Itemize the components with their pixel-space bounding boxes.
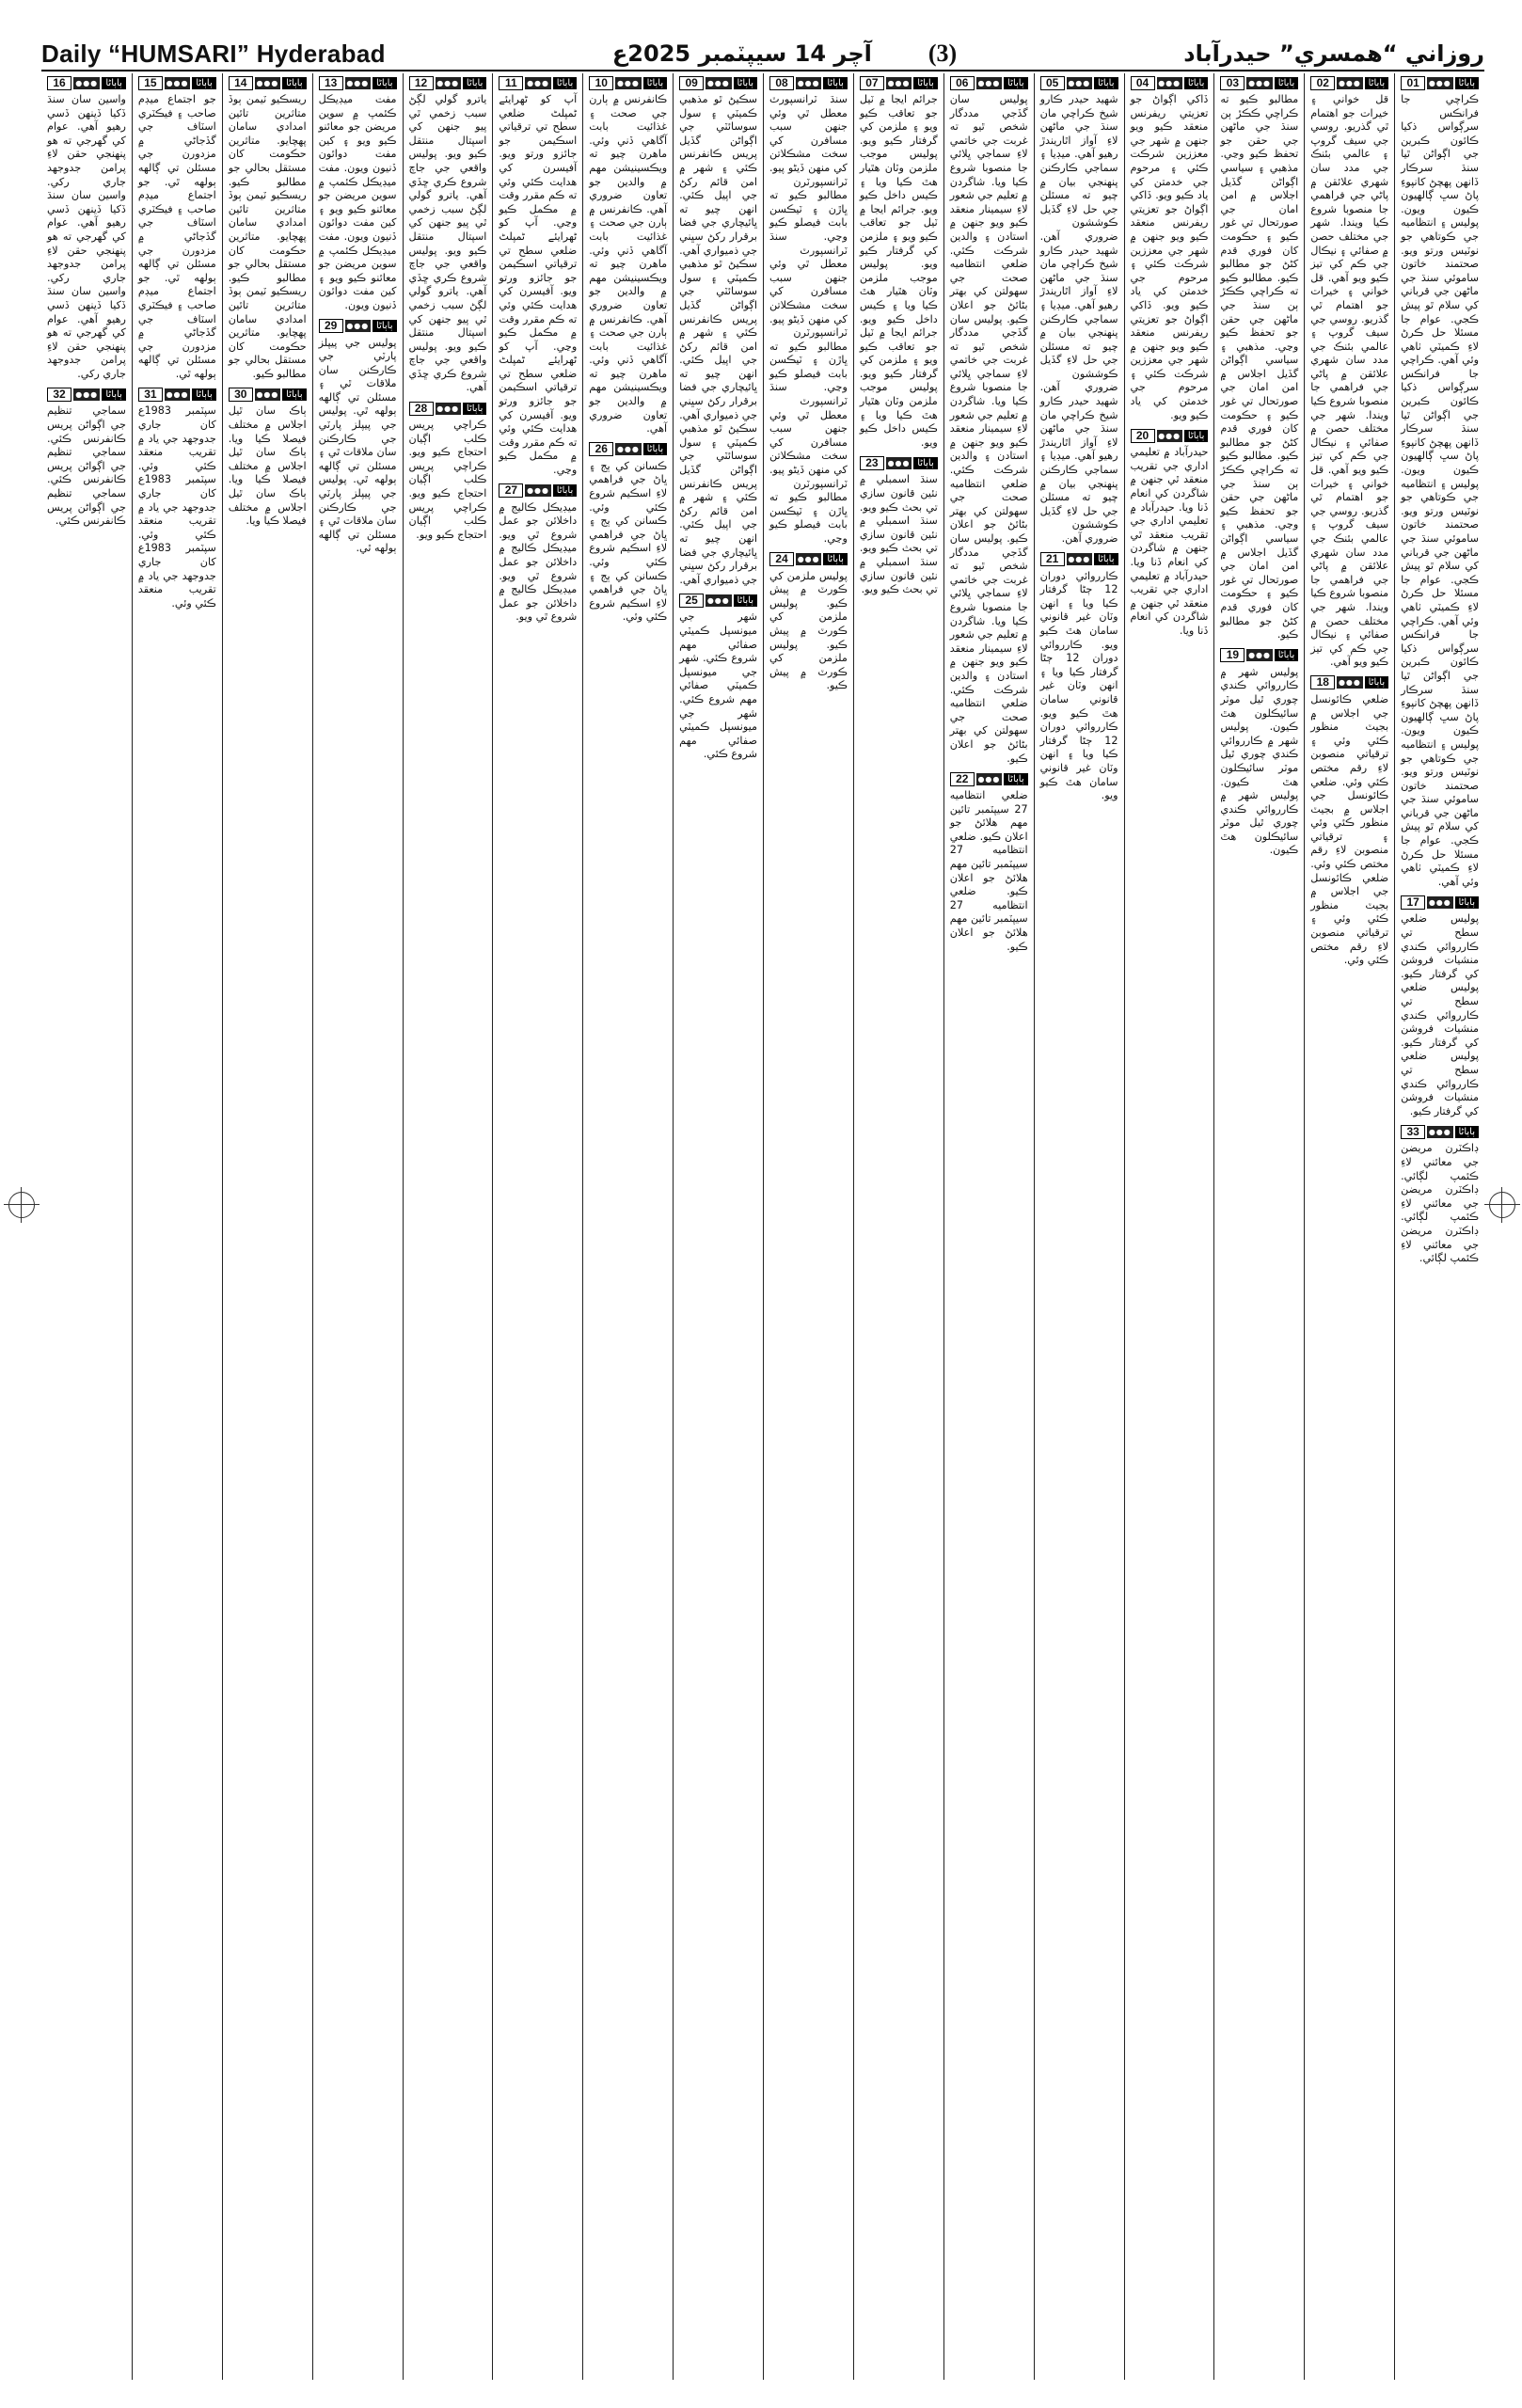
story-tag: ٻاٻاڻا: [553, 484, 578, 497]
news-story: [950, 75, 1028, 766]
ornament-dots: ●●●: [1248, 78, 1272, 87]
news-story: [769, 552, 848, 693]
story-divider-ornament: [796, 553, 821, 565]
news-story: [409, 75, 487, 395]
story-divider-ornament: [345, 320, 371, 332]
story-tag: ٻاٻاڻا: [282, 388, 307, 401]
story-body: ڪراچي پريس ڪلب اڳيان احتجاج ڪيو ويو. ڪراچي پريس ڪلب اڳيان احتجاج ڪيو ويو. ڪراچي پريس ڪلب اڳيان احتجاج ڪيو ويو.: [408, 419, 487, 541]
story-body: پوليس جي پيپلز پارٽي جي ڪارڪنن سان ملاقات ٿي ۽ مسئلن تي ڳالهه ٻولهه ٿي. پوليس جي پيپلز پارٽي جي ڪارڪنن سان ملاقات ٿي ۽ مسئلن تي ڳالهه ٻولهه ٿي. پوليس جي پيپلز پارٽي جي ڪارڪنن سان ملاقات ٿي ۽ مسئلن تي ڳالهه ٻولهه ٿي.: [318, 336, 397, 555]
date: آچر 14 سيپٽمبر 2025ع: [611, 40, 872, 67]
story-tag: ٻاٻاڻا: [1094, 553, 1118, 565]
story-body: جو اجتماع ميڊم صاحب ۽ فيڪٽري اسٽاف جي گڏجاڻي ۾ مزدورن جي مسئلن تي ڳالهه ٻولهه ٿي. جو اجتماع ميڊم صاحب ۽ فيڪٽري اسٽاف جي گڏجاڻي ۾ مزدورن جي مسئلن تي ڳالهه ٻولهه ٿي. جو اجتماع ميڊم صاحب ۽ فيڪٽري اسٽاف جي گڏجاڻي ۾ مزدورن جي مسئلن تي ڳالهه ٻولهه ٿي.: [137, 93, 216, 380]
story-number: 04: [1131, 76, 1155, 90]
story-body: شهيد حيدر ڪارو شيخ ڪراچي مان سنڌ جي ماڻهن لاءِ آواز اٿاريندڙ رهيو آهي. ميڊيا ۽ سماجي ڪارڪنن پنهنجي بيان ۾ چيو ته مسئلن جي حل لاءِ گڏيل ڪوششون ضروري آهن. شهيد حيدر ڪارو شيخ ڪراچي مان سنڌ جي ماڻهن لاءِ آواز اٿاريندڙ رهيو آهي. ميڊيا ۽ سماجي ڪارڪنن پنهنجي بيان ۾ چيو ته مسئلن جي حل لاءِ گڏيل ڪوششون ضروري آهن. شهيد حيدر ڪارو شيخ ڪراچي مان سنڌ جي ماڻهن لاءِ آواز اٿاريندڙ رهيو آهي. ميڊيا ۽ سماجي ڪارڪنن پنهنجي بيان ۾ چيو ته مسئلن جي حل لاءِ گڏيل ڪوششون ضروري آهن.: [1039, 93, 1118, 545]
ornament-dots: ●●●: [346, 322, 370, 330]
story-divider-ornament: [255, 77, 280, 89]
story-tag: ٻاٻاڻا: [643, 443, 668, 455]
story-header: [1220, 648, 1298, 663]
news-story: [409, 401, 487, 542]
story-divider-ornament: [886, 457, 912, 469]
story-divider-ornament: [436, 77, 461, 89]
column: [853, 73, 943, 2380]
story-number: 27: [499, 483, 523, 498]
story-number: 13: [319, 76, 343, 90]
ornament-dots: ●●●: [706, 595, 730, 605]
story-divider-ornament: [1337, 77, 1362, 89]
story-tag: ٻاٻاڻا: [1004, 773, 1028, 785]
story-body: سنڌ اسمبلي ۾ نئين قانون سازي تي بحث ڪيو ويو. سنڌ اسمبلي ۾ نئين قانون سازي تي بحث ڪيو ويو. سنڌ اسمبلي ۾ نئين قانون سازي تي بحث ڪيو ويو.: [859, 473, 938, 596]
news-story: [679, 593, 757, 762]
news-story: [1040, 75, 1118, 547]
story-header: [679, 593, 757, 608]
column: [943, 73, 1034, 2380]
english-title: Daily “HUMSARI” Hyderabad: [41, 39, 386, 68]
ornament-dots: ●●●: [1068, 555, 1091, 564]
story-divider-ornament: [1427, 896, 1452, 909]
column: [312, 73, 403, 2380]
story-body: ڪانفرنس ۾ ٻارن جي صحت ۽ غذائيت بابت آگاهي ڏني وئي. ماهرن چيو ته ويڪسينيشن مهم ۾ والدين جو تعاون ضروري آهي. ڪانفرنس ۾ ٻارن جي صحت ۽ غذائيت بابت آگاهي ڏني وئي. ماهرن چيو ته ويڪسينيشن مهم ۾ والدين جو تعاون ضروري آهي. ڪانفرنس ۾ ٻارن جي صحت ۽ غذائيت بابت آگاهي ڏني وئي. ماهرن چيو ته ويڪسينيشن مهم ۾ والدين جو تعاون ضروري آهي.: [589, 93, 668, 436]
news-story: [589, 75, 667, 436]
news-story: [1220, 75, 1298, 642]
story-number: 31: [138, 388, 163, 402]
ornament-dots: ●●●: [75, 78, 99, 87]
story-tag: ٻاٻاڻا: [1004, 77, 1028, 89]
story-header: [1131, 75, 1209, 90]
registration-mark-right: [1489, 1192, 1515, 1218]
news-story: [47, 75, 126, 381]
news-story: [1131, 75, 1209, 422]
ornament-dots: ●●●: [1428, 78, 1451, 87]
news-story: [47, 387, 126, 528]
ornament-dots: ●●●: [436, 404, 460, 413]
story-header: [589, 75, 667, 90]
story-number: 01: [1401, 76, 1425, 90]
news-story: [138, 75, 216, 381]
story-number: 09: [679, 76, 704, 90]
story-divider-ornament: [255, 388, 280, 401]
ornament-dots: ●●●: [1428, 1127, 1451, 1136]
ornament-dots: ●●●: [797, 78, 820, 87]
story-header: [229, 75, 307, 90]
story-divider-ornament: [165, 77, 190, 89]
story-header: [950, 771, 1028, 786]
newspaper-page: [41, 38, 1484, 2380]
story-header: [47, 75, 126, 90]
story-divider-ornament: [1337, 676, 1362, 689]
story-divider-ornament: [706, 594, 731, 607]
story-header: [1401, 895, 1479, 910]
story-number: 23: [860, 456, 884, 470]
ornament-dots: ●●●: [527, 486, 550, 496]
ornament-dots: ●●●: [706, 78, 730, 87]
news-story: [589, 442, 667, 625]
news-story: [1401, 1124, 1479, 1265]
story-tag: ٻاٻاڻا: [1184, 430, 1209, 442]
story-number: 12: [409, 76, 434, 90]
story-number: 05: [1040, 76, 1065, 90]
story-divider-ornament: [436, 403, 461, 415]
story-body: ياترو گولي لڳڻ سبب زخمي ٿي پيو جنهن کي اسپتال منتقل ڪيو ويو. پوليس واقعي جي جاچ شروع ڪري ڇڏي آهي. ياترو گولي لڳڻ سبب زخمي ٿي پيو جنهن کي اسپتال منتقل ڪيو ويو. پوليس واقعي جي جاچ شروع ڪري ڇڏي آهي. ياترو گولي لڳڻ سبب زخمي ٿي پيو جنهن کي اسپتال منتقل ڪيو ويو. پوليس واقعي جي جاچ شروع ڪري ڇڏي آهي.: [408, 93, 487, 394]
story-header: [589, 442, 667, 457]
story-tag: ٻاٻاڻا: [282, 77, 307, 89]
story-divider-ornament: [1157, 77, 1182, 89]
story-header: [1040, 552, 1118, 567]
story-divider-ornament: [73, 77, 100, 89]
story-tag: ٻاٻاڻا: [1094, 77, 1118, 89]
ornament-dots: ●●●: [1248, 651, 1272, 660]
story-divider-ornament: [1427, 1126, 1452, 1138]
story-body: مفت ميڊيڪل ڪئمپ ۾ سوين مريضن جو معائنو ڪيو ويو ۽ کين مفت دوائون ڏنيون ويون. مفت ميڊيڪل ڪئمپ ۾ سوين مريضن جو معائنو ڪيو ويو ۽ کين مفت دوائون ڏنيون ويون. مفت ميڊيڪل ڪئمپ ۾ سوين مريضن جو معائنو ڪيو ويو ۽ کين مفت دوائون ڏنيون ويون.: [318, 93, 397, 311]
news-story: [1401, 895, 1479, 1118]
story-tag: ٻاٻاڻا: [1455, 1126, 1480, 1138]
ornament-dots: ●●●: [977, 78, 1001, 87]
story-number: 07: [860, 76, 884, 90]
story-tag: ٻاٻاڻا: [734, 594, 758, 607]
column: [1034, 73, 1124, 2380]
story-header: [950, 75, 1028, 90]
story-body: ميڊيڪل ڪاليج ۾ داخلائن جو عمل شروع ٿي ويو. ميڊيڪل ڪاليج ۾ داخلائن جو عمل شروع ٿي ويو. ميڊيڪل ڪاليج ۾ داخلائن جو عمل شروع ٿي ويو.: [499, 500, 578, 624]
story-header: [1401, 1124, 1479, 1139]
ornament-dots: ●●●: [1428, 897, 1451, 907]
story-number: 33: [1401, 1125, 1425, 1139]
story-number: 32: [47, 388, 71, 402]
story-header: [229, 387, 307, 402]
news-story: [1401, 75, 1479, 889]
ornament-dots: ●●●: [256, 389, 279, 399]
story-header: [499, 75, 577, 90]
ornament-dots: ●●●: [797, 555, 820, 564]
news-story: [499, 483, 577, 625]
ornament-dots: ●●●: [75, 389, 99, 399]
story-header: [319, 319, 397, 334]
story-body: سپٽمبر 1983ع کان جاري جدوجهد جي ياد ۾ تقريب منعقد ڪئي وئي. سپٽمبر 1983ع کان جاري جدوجهد جي ياد ۾ تقريب منعقد ڪئي وئي. سپٽمبر 1983ع کان جاري جدوجهد جي ياد ۾ تقريب منعقد ڪئي وئي.: [137, 404, 216, 610]
story-tag: ٻاٻاڻا: [463, 403, 487, 415]
story-tag: ٻاٻاڻا: [102, 388, 126, 401]
ornament-dots: ●●●: [887, 78, 911, 87]
story-body: ڪسانن کي ٻج ۽ ڀاڻ جي فراهمي لاءِ اسڪيم شروع ڪئي وئي. ڪسانن کي ٻج ۽ ڀاڻ جي فراهمي لاءِ اسڪيم شروع ڪئي وئي. ڪسانن کي ٻج ۽ ڀاڻ جي فراهمي لاءِ اسڪيم شروع ڪئي وئي.: [589, 459, 668, 624]
story-tag: ٻاٻاڻا: [1365, 676, 1389, 689]
story-body: شهر جي ميونسپل ڪميٽي صفائي مهم شروع ڪئي. شهر جي ميونسپل ڪميٽي صفائي مهم شروع ڪئي. شهر جي ميونسپل ڪميٽي صفائي مهم شروع ڪئي.: [679, 610, 757, 761]
ornament-dots: ●●●: [1158, 78, 1181, 87]
story-tag: ٻاٻاڻا: [192, 388, 216, 401]
masthead: [41, 38, 1484, 71]
news-story: [1310, 75, 1388, 670]
story-tag: ٻاٻاڻا: [1455, 77, 1480, 89]
story-body: جرائم ايجا ۾ ٽيل جو تعاقب ڪيو ويو ۽ ملزمن کي گرفتار ڪيو ويو. پوليس موجب ملزمن وٽان هٿيار هٿ ڪيا ويا ۽ ڪيس داخل ڪيو ويو. جرائم ايجا ۾ ٽيل جو تعاقب ڪيو ويو ۽ ملزمن کي گرفتار ڪيو ويو. پوليس موجب ملزمن وٽان هٿيار هٿ ڪيا ويا ۽ ڪيس داخل ڪيو ويو. جرائم ايجا ۾ ٽيل جو تعاقب ڪيو ويو ۽ ملزمن کي گرفتار ڪيو ويو. پوليس موجب ملزمن وٽان هٿيار هٿ ڪيا ويا ۽ ڪيس داخل ڪيو ويو.: [859, 93, 938, 449]
story-header: [1220, 75, 1298, 90]
story-tag: ٻاٻاڻا: [373, 320, 397, 332]
story-header: [1310, 675, 1388, 690]
ornament-dots: ●●●: [166, 389, 189, 399]
story-header: [1401, 75, 1479, 90]
news-story: [319, 319, 397, 557]
story-number: 03: [1220, 76, 1245, 90]
story-body: ريسڪيو ٽيمن ٻوڏ متاثرين تائين امدادي سامان پهچايو. متاثرين حڪومت کان مستقل بحالي جو مطالبو ڪيو. ريسڪيو ٽيمن ٻوڏ متاثرين تائين امدادي سامان پهچايو. متاثرين حڪومت کان مستقل بحالي جو مطالبو ڪيو. ريسڪيو ٽيمن ٻوڏ متاثرين تائين امدادي سامان پهچايو. متاثرين حڪومت کان مستقل بحالي جو مطالبو ڪيو.: [228, 93, 307, 380]
story-divider-ornament: [1067, 77, 1092, 89]
story-tag: ٻاٻاڻا: [463, 77, 487, 89]
story-body: ضلعي انتظاميه 27 سيپٽمبر تائين مهم هلائڻ جو اعلان ڪيو. ضلعي انتظاميه 27 سيپٽمبر تائين مهم هلائڻ جو اعلان ڪيو. ضلعي انتظاميه 27 سيپٽمبر تائين مهم هلائڻ جو اعلان ڪيو.: [949, 789, 1028, 953]
story-tag: ٻاٻاڻا: [373, 77, 397, 89]
story-header: [1310, 75, 1388, 90]
story-tag: ٻاٻاڻا: [1455, 896, 1480, 909]
story-header: [860, 455, 938, 470]
column: [1394, 73, 1484, 2380]
story-number: 17: [1401, 895, 1425, 910]
story-body: پوليس ملزمن کي ڪورٽ ۾ پيش ڪيو. پوليس ملزمن کي ڪورٽ ۾ پيش ڪيو. پوليس ملزمن کي ڪورٽ ۾ پيش ڪيو.: [769, 569, 848, 692]
story-header: [1040, 75, 1118, 90]
story-header: [499, 483, 577, 499]
story-tag: ٻاٻاڻا: [823, 77, 848, 89]
story-body: ڏاکي اڳواڻ جو تعزيتي ريفرنس منعقد ڪيو ويو جنهن ۾ شهر جي معززين شرڪت ڪئي ۽ مرحوم جي خدمتن کي ياد ڪيو ويو. ڏاکي اڳواڻ جو تعزيتي ريفرنس منعقد ڪيو ويو جنهن ۾ شهر جي معززين شرڪت ڪئي ۽ مرحوم جي خدمتن کي ياد ڪيو ويو. ڏاکي اڳواڻ جو تعزيتي ريفرنس منعقد ڪيو ويو جنهن ۾ شهر جي معززين شرڪت ڪئي ۽ مرحوم جي خدمتن کي ياد ڪيو ويو.: [1130, 93, 1209, 421]
story-tag: ٻاٻاڻا: [1275, 77, 1299, 89]
column: [222, 73, 312, 2380]
story-header: [769, 75, 848, 90]
story-number: 15: [138, 76, 163, 90]
story-body: مطالبو ڪيو ته ڪراچي ڪڪڙ ٻن سنڌ جي ماڻهن جي حقن جو تحفظ ڪيو وڃي. مذهبي ۽ سياسي اڳواڻن گڏيل اجلاس ۾ امن امان جي صورتحال تي غور ڪيو ۽ حڪومت کان فوري قدم کڻڻ جو مطالبو ڪيو. مطالبو ڪيو ته ڪراچي ڪڪڙ ٻن سنڌ جي ماڻهن جي حقن جو تحفظ ڪيو وڃي. مذهبي ۽ سياسي اڳواڻن گڏيل اجلاس ۾ امن امان جي صورتحال تي غور ڪيو ۽ حڪومت کان فوري قدم کڻڻ جو مطالبو ڪيو. مطالبو ڪيو ته ڪراچي ڪڪڙ ٻن سنڌ جي ماڻهن جي حقن جو تحفظ ڪيو وڃي. مذهبي ۽ سياسي اڳواڻن گڏيل اجلاس ۾ امن امان جي صورتحال تي غور ڪيو ۽ حڪومت کان فوري قدم کڻڻ جو مطالبو ڪيو.: [1220, 93, 1299, 642]
story-body: سنڌ ٽرانسپورٽ معطل ٿي وئي جنهن سبب مسافرن کي سخت مشڪلاتن کي منهن ڏيڻو پيو. ٽرانسپورٽرن مطالبو ڪيو ته ڀاڙن ۽ ٽيڪسن بابت فيصلو ڪيو وڃي. سنڌ ٽرانسپورٽ معطل ٿي وئي جنهن سبب مسافرن کي سخت مشڪلاتن کي منهن ڏيڻو پيو. ٽرانسپورٽرن مطالبو ڪيو ته ڀاڙن ۽ ٽيڪسن بابت فيصلو ڪيو وڃي. سنڌ ٽرانسپورٽ معطل ٿي وئي جنهن سبب مسافرن کي سخت مشڪلاتن کي منهن ڏيڻو پيو. ٽرانسپورٽرن مطالبو ڪيو ته ڀاڙن ۽ ٽيڪسن بابت فيصلو ڪيو وڃي.: [769, 93, 848, 545]
story-divider-ornament: [165, 388, 190, 401]
story-tag: ٻاٻاڻا: [823, 553, 848, 565]
story-number: 19: [1220, 648, 1245, 662]
story-number: 21: [1040, 552, 1065, 566]
news-story: [679, 75, 757, 587]
story-body: سڪيڻ ٿو مذهبي ڪميٽي ۽ سول سوسائٽي جي اڳواڻن گڏيل پريس ڪانفرنس ڪئي ۽ شهر ۾ امن قائم رکڻ جي اپيل ڪئي. انهن چيو ته ڀائيچاري جي فضا برقرار رکڻ سڀني جي ذميواري آهي. سڪيڻ ٿو مذهبي ڪميٽي ۽ سول سوسائٽي جي اڳواڻن گڏيل پريس ڪانفرنس ڪئي ۽ شهر ۾ امن قائم رکڻ جي اپيل ڪئي. انهن چيو ته ڀائيچاري جي فضا برقرار رکڻ سڀني جي ذميواري آهي. سڪيڻ ٿو مذهبي ڪميٽي ۽ سول سوسائٽي جي اڳواڻن گڏيل پريس ڪانفرنس ڪئي ۽ شهر ۾ امن قائم رکڻ جي اپيل ڪئي. انهن چيو ته ڀائيچاري جي فضا برقرار رکڻ سڀني جي ذميواري آهي.: [679, 93, 757, 586]
ornament-dots: ●●●: [616, 78, 640, 87]
story-tag: ٻاٻاڻا: [553, 77, 578, 89]
story-number: 24: [769, 552, 794, 566]
story-body: ضلعي ڪائونسل جي اجلاس ۾ بجيٽ منظور ڪئي وئي ۽ ترقياتي منصوبن لاءِ رقم مختص ڪئي وئي. ضلعي ڪائونسل جي اجلاس ۾ بجيٽ منظور ڪئي وئي ۽ ترقياتي منصوبن لاءِ رقم مختص ڪئي وئي. ضلعي ڪائونسل جي اجلاس ۾ بجيٽ منظور ڪئي وئي ۽ ترقياتي منصوبن لاءِ رقم مختص ڪئي وئي.: [1310, 692, 1389, 967]
story-number: 10: [589, 76, 613, 90]
story-tag: ٻاٻاڻا: [1365, 77, 1389, 89]
news-story: [138, 387, 216, 610]
ornament-dots: ●●●: [1338, 678, 1361, 688]
story-body: واسين سان سنڌ ڏکيا ڏينهن ڏسي رهيو آهي. عوام کي گهرجي ته هو پنهنجي حقن لاءِ پرامن جدوجهد جاري رکي. واسين سان سنڌ ڏکيا ڏينهن ڏسي رهيو آهي. عوام کي گهرجي ته هو پنهنجي حقن لاءِ پرامن جدوجهد جاري رکي. واسين سان سنڌ ڏکيا ڏينهن ڏسي رهيو آهي. عوام کي گهرجي ته هو پنهنجي حقن لاءِ پرامن جدوجهد جاري رکي.: [47, 93, 126, 380]
story-divider-ornament: [1067, 553, 1092, 565]
story-body: سماجي تنظيم جي اڳواڻن پريس ڪانفرنس ڪئي. سماجي تنظيم جي اڳواڻن پريس ڪانفرنس ڪئي. سماجي تنظيم جي اڳواڻن پريس ڪانفرنس ڪئي.: [47, 404, 126, 528]
story-number: 30: [229, 388, 253, 402]
column: [1304, 73, 1394, 2380]
story-divider-ornament: [796, 77, 821, 89]
ornament-dots: ●●●: [527, 78, 550, 87]
story-divider-ornament: [1246, 649, 1272, 661]
story-number: 08: [769, 76, 794, 90]
story-number: 28: [409, 402, 434, 416]
column: [673, 73, 763, 2380]
story-body: ٻاڪ سان ٿيل اجلاس ۾ مختلف فيصلا ڪيا ويا. ٻاڪ سان ٿيل اجلاس ۾ مختلف فيصلا ڪيا ويا. ٻاڪ سان ٿيل اجلاس ۾ مختلف فيصلا ڪيا ويا.: [228, 404, 307, 528]
news-story: [769, 75, 848, 547]
story-number: 20: [1131, 429, 1155, 443]
column: [763, 73, 853, 2380]
story-divider-ornament: [525, 77, 550, 89]
story-tag: ٻاٻاڻا: [1184, 77, 1209, 89]
story-divider-ornament: [1157, 430, 1182, 442]
story-body: حيدرآباد ۾ تعليمي اداري جي تقريب منعقد ٿي جنهن ۾ شاگردن کي انعام ڏنا ويا. حيدرآباد ۾ تعليمي اداري جي تقريب منعقد ٿي جنهن ۾ شاگردن کي انعام ڏنا ويا. حيدرآباد ۾ تعليمي اداري جي تقريب منعقد ٿي جنهن ۾ شاگردن کي انعام ڏنا ويا.: [1130, 446, 1209, 637]
ornament-dots: ●●●: [166, 78, 189, 87]
page-number: (3): [927, 40, 958, 67]
ornament-dots: ●●●: [1338, 78, 1361, 87]
story-number: 11: [499, 76, 523, 90]
story-header: [138, 387, 216, 402]
news-story: [229, 75, 307, 381]
story-header: [679, 75, 757, 90]
story-number: 06: [950, 76, 975, 90]
ornament-dots: ●●●: [616, 445, 640, 454]
news-story: [860, 75, 938, 450]
story-number: 29: [319, 319, 343, 333]
story-number: 02: [1310, 76, 1335, 90]
news-story: [1310, 675, 1388, 968]
ornament-dots: ●●●: [887, 458, 911, 467]
story-tag: ٻاٻاڻا: [643, 77, 668, 89]
story-header: [319, 75, 397, 90]
story-number: 22: [950, 772, 975, 786]
column: [582, 73, 673, 2380]
news-story: [950, 771, 1028, 954]
column: [132, 73, 222, 2380]
ornament-dots: ●●●: [1068, 78, 1091, 87]
story-body: پوليس ضلعي سطح تي ڪارروائي ڪندي منشيات فروشن کي گرفتار ڪيو. پوليس ضلعي سطح تي ڪارروائي ڪندي منشيات فروشن کي گرفتار ڪيو. پوليس ضلعي سطح تي ڪارروائي ڪندي منشيات فروشن کي گرفتار ڪيو.: [1401, 912, 1479, 1117]
story-number: 26: [589, 442, 613, 456]
story-header: [409, 401, 487, 416]
story-number: 25: [679, 594, 704, 608]
ornament-dots: ●●●: [256, 78, 279, 87]
story-number: 16: [47, 76, 71, 90]
news-story: [229, 387, 307, 528]
story-tag: ٻاٻاڻا: [913, 457, 938, 469]
news-story: [1040, 552, 1118, 803]
story-divider-ornament: [615, 443, 641, 455]
story-divider-ornament: [73, 388, 100, 401]
column: [41, 73, 132, 2380]
story-divider-ornament: [886, 77, 912, 89]
story-header: [769, 552, 848, 567]
story-body: ڪراچي جا فرانڪس سرڳواس ذکيا ڪائون ڪبرين جي اڳواڻن ٿيا سنڌ سرڪار ڏانهن پهچڻ کانپوءِ پاڻ سڀ ڳالهيون ڪيون ويون. پوليس ۽ انتظاميه جي ڪوتاهي جو نوٽيس ورتو ويو. صحتمند خاتون ساموئي سنڌ جي ماڻهن جي قرباني کي سلام ٿو پيش ڪجي. عوام جا مسئلا حل ڪرڻ لاءِ ڪميٽي ٺاهي وئي آهي. ڪراچي جا فرانڪس سرڳواس ذکيا ڪائون ڪبرين جي اڳواڻن ٿيا سنڌ سرڪار ڏانهن پهچڻ کانپوءِ پاڻ سڀ ڳالهيون ڪيون ويون. پوليس ۽ انتظاميه جي ڪوتاهي جو نوٽيس ورتو ويو. صحتمند خاتون ساموئي سنڌ جي ماڻهن جي قرباني کي سلام ٿو پيش ڪجي. عوام جا مسئلا حل ڪرڻ لاءِ ڪميٽي ٺاهي وئي آهي. ڪراچي جا فرانڪس سرڳواس ذکيا ڪائون ڪبرين جي اڳواڻن ٿيا سنڌ سرڪار ڏانهن پهچڻ کانپوءِ پاڻ سڀ ڳالهيون ڪيون ويون. پوليس ۽ انتظاميه جي ڪوتاهي جو نوٽيس ورتو ويو. صحتمند خاتون ساموئي سنڌ جي ماڻهن جي قرباني کي سلام ٿو پيش ڪجي. عوام جا مسئلا حل ڪرڻ لاءِ ڪميٽي ٺاهي وئي آهي.: [1401, 93, 1479, 888]
ornament-dots: ●●●: [346, 78, 370, 87]
story-body: آپ کو ٹھرایئے ٹمپلٹ ضلعي سطح تي ترقياتي اسڪيمن جو جائزو ورتو ويو. آفيسرن کي هدايت ڪئي وئي ته ڪم مقرر وقت ۾ مڪمل ڪيو وڃي. آپ کو ٹھرایئے ٹمپلٹ ضلعي سطح تي ترقياتي اسڪيمن جو جائزو ورتو ويو. آفيسرن کي هدايت ڪئي وئي ته ڪم مقرر وقت ۾ مڪمل ڪيو وڃي. آپ کو ٹھرایئے ٹمپلٹ ضلعي سطح تي ترقياتي اسڪيمن جو جائزو ورتو ويو. آفيسرن کي هدايت ڪئي وئي ته ڪم مقرر وقت ۾ مڪمل ڪيو وڃي.: [499, 93, 578, 477]
story-body: پوليس سان گڏجي مددگار شخص ٿيو ته غربت جي خاتمي لاءِ سماجي ڀلائي جا منصوبا شروع ڪيا ويا. شاگردن ۾ تعليم جي شعور لاءِ سيمينار منعقد ڪيو ويو جنهن ۾ استادن ۽ والدين شرڪت ڪئي. ضلعي انتظاميه صحت جي سهولتن کي بهتر بڻائڻ جو اعلان ڪيو. پوليس سان گڏجي مددگار شخص ٿيو ته غربت جي خاتمي لاءِ سماجي ڀلائي جا منصوبا شروع ڪيا ويا. شاگردن ۾ تعليم جي شعور لاءِ سيمينار منعقد ڪيو ويو جنهن ۾ استادن ۽ والدين شرڪت ڪئي. ضلعي انتظاميه صحت جي سهولتن کي بهتر بڻائڻ جو اعلان ڪيو. پوليس سان گڏجي مددگار شخص ٿيو ته غربت جي خاتمي لاءِ سماجي ڀلائي جا منصوبا شروع ڪيا ويا. شاگردن ۾ تعليم جي شعور لاءِ سيمينار منعقد ڪيو ويو جنهن ۾ استادن ۽ والدين شرڪت ڪئي. ضلعي انتظاميه صحت جي سهولتن کي بهتر بڻائڻ جو اعلان ڪيو.: [949, 93, 1028, 765]
story-tag: ٻاٻاڻا: [734, 77, 758, 89]
column: [403, 73, 493, 2380]
ornament-dots: ●●●: [436, 78, 460, 87]
story-header: [47, 387, 126, 402]
story-divider-ornament: [1427, 77, 1452, 89]
column: [492, 73, 582, 2380]
ornament-dots: ●●●: [1158, 431, 1181, 440]
news-story: [499, 75, 577, 478]
story-tag: ٻاٻاڻا: [1275, 649, 1299, 661]
story-header: [1131, 428, 1209, 443]
story-divider-ornament: [345, 77, 371, 89]
column: [1213, 73, 1304, 2380]
columns-area: [41, 73, 1484, 2380]
story-number: 18: [1310, 675, 1335, 689]
story-header: [860, 75, 938, 90]
story-body: ڊاڪٽرن مريضن جي معائني لاءِ ڪئمپ لڳائي. ڊاڪٽرن مريضن جي معائني لاءِ ڪئمپ لڳائي. ڊاڪٽرن مريضن جي معائني لاءِ ڪئمپ لڳائي.: [1401, 1142, 1479, 1265]
story-tag: ٻاٻاڻا: [192, 77, 216, 89]
news-story: [1220, 648, 1298, 858]
story-divider-ornament: [525, 484, 550, 497]
story-header: [138, 75, 216, 90]
story-divider-ornament: [976, 77, 1002, 89]
story-header: [409, 75, 487, 90]
news-story: [1131, 428, 1209, 638]
story-divider-ornament: [615, 77, 641, 89]
story-tag: ٻاٻاڻا: [102, 77, 126, 89]
story-body: پوليس شهر ۾ ڪارروائي ڪندي چوري ٿيل موٽر سائيڪلون هٿ ڪيون. پوليس شهر ۾ ڪارروائي ڪندي چوري ٿيل موٽر سائيڪلون هٿ ڪيون. پوليس شهر ۾ ڪارروائي ڪندي چوري ٿيل موٽر سائيڪلون هٿ ڪيون.: [1220, 665, 1299, 857]
story-body: قل خواني ۽ خيرات جو اهتمام ٿي گذريو. روسي جي سيف گروپ ۽ عالمي بئنڪ جي مدد سان شهري علائقن ۾ پاڻي جي فراهمي جا منصوبا شروع ڪيا ويندا. شهر جي مختلف حصن ۾ صفائي ۽ نيڪال جي ڪم کي تيز ڪيو ويو آهي. قل خواني ۽ خيرات جو اهتمام ٿي گذريو. روسي جي سيف گروپ ۽ عالمي بئنڪ جي مدد سان شهري علائقن ۾ پاڻي جي فراهمي جا منصوبا شروع ڪيا ويندا. شهر جي مختلف حصن ۾ صفائي ۽ نيڪال جي ڪم کي تيز ڪيو ويو آهي. قل خواني ۽ خيرات جو اهتمام ٿي گذريو. روسي جي سيف گروپ ۽ عالمي بئنڪ جي مدد سان شهري علائقن ۾ پاڻي جي فراهمي جا منصوبا شروع ڪيا ويندا. شهر جي مختلف حصن ۾ صفائي ۽ نيڪال جي ڪم کي تيز ڪيو ويو آهي.: [1310, 93, 1389, 669]
story-divider-ornament: [976, 773, 1002, 785]
story-divider-ornament: [1246, 77, 1272, 89]
story-body: ڪارروائي دوران 12 ڄڻا گرفتار ڪيا ويا ۽ انهن وٽان غير قانوني سامان هٿ ڪيو ويو. ڪارروائي دوران 12 ڄڻا گرفتار ڪيا ويا ۽ انهن وٽان غير قانوني سامان هٿ ڪيو ويو. ڪارروائي دوران 12 ڄڻا گرفتار ڪيا ويا ۽ انهن وٽان غير قانوني سامان هٿ ڪيو ويو.: [1039, 569, 1118, 802]
column: [1124, 73, 1214, 2380]
urdu-title: روزاني “همسري” حيدرآباد: [1183, 40, 1484, 67]
news-story: [319, 75, 397, 313]
news-story: [860, 455, 938, 596]
ornament-dots: ●●●: [977, 774, 1001, 784]
story-divider-ornament: [706, 77, 731, 89]
story-tag: ٻاٻاڻا: [913, 77, 938, 89]
registration-mark-left: [8, 1192, 35, 1218]
story-number: 14: [229, 76, 253, 90]
